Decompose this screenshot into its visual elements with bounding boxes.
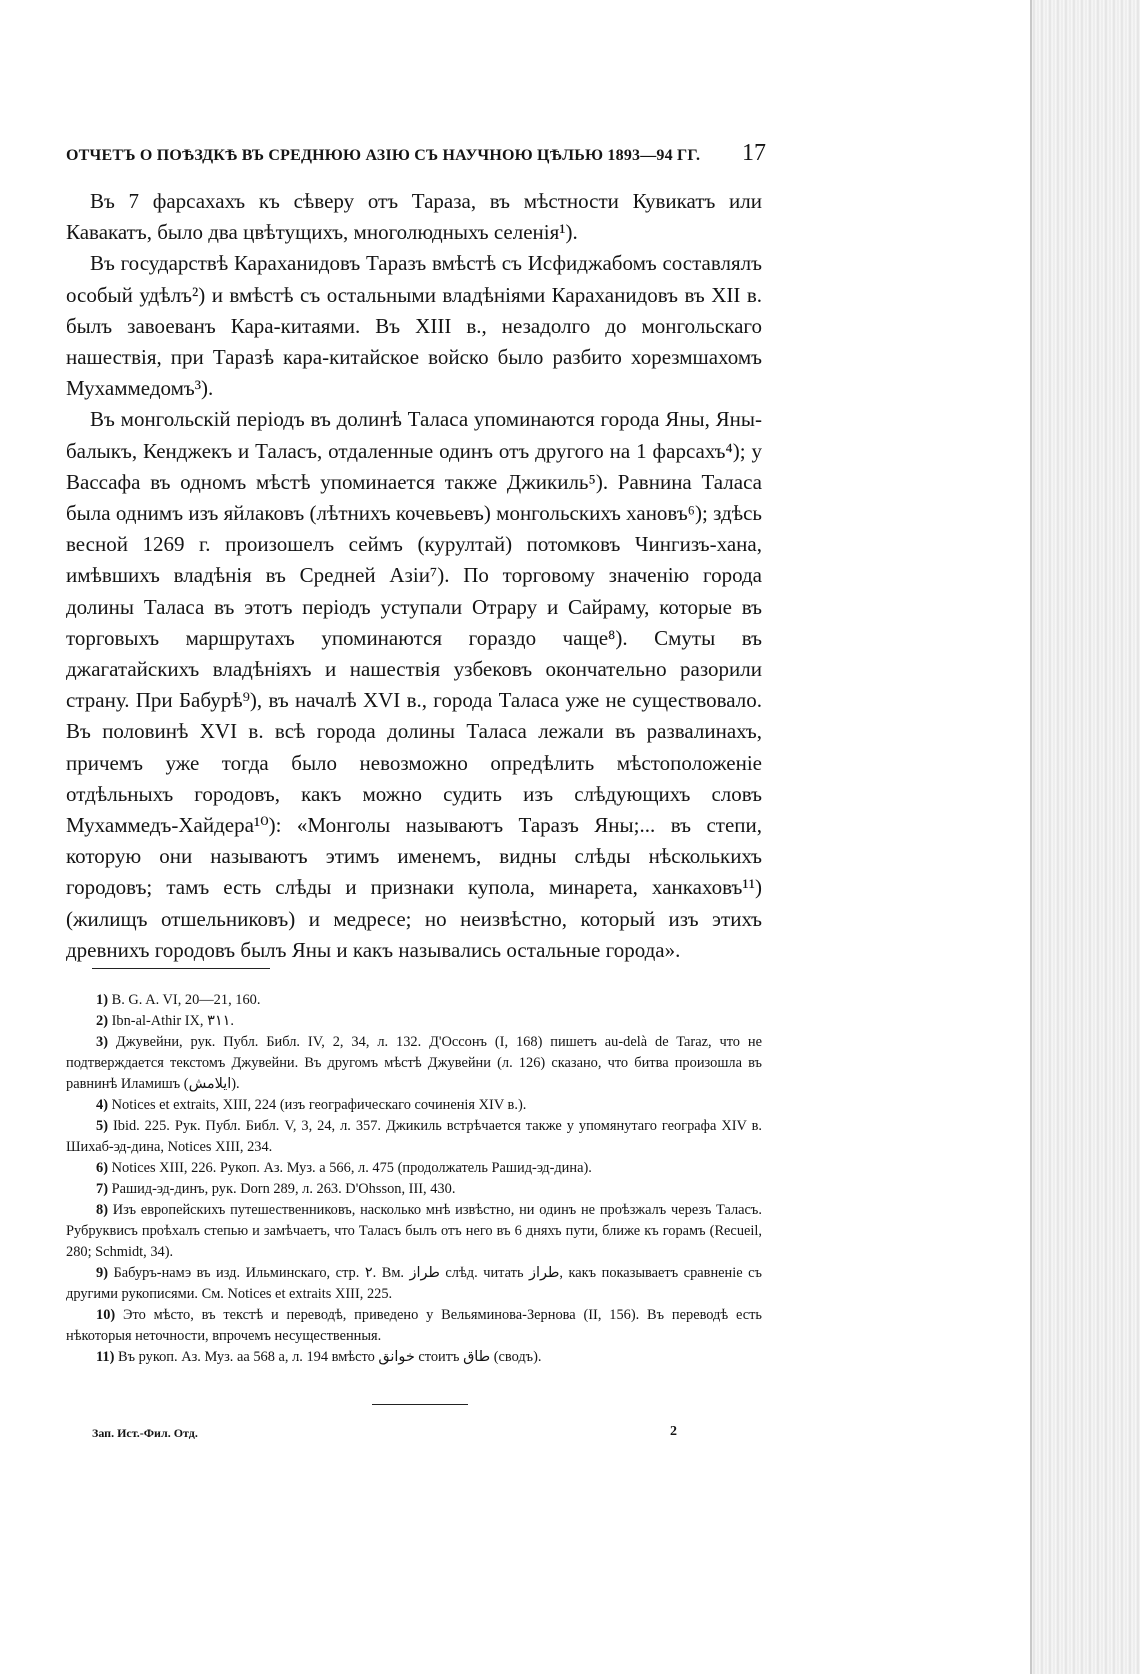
paragraph-3: Въ монгольскій періодъ въ долинѣ Таласа упоминаются города Яны, Яны-балыкъ, Кенджекъ и Таласъ, отдаленные одинъ отъ другого на 1 фарсахъ⁴); у Вассафа въ одномъ мѣстѣ упоминается также Джикиль⁵). Равнина Таласа была однимъ изъ яйлаковъ (лѣтнихъ кочевьевъ) монгольскихъ хановъ⁶); здѣсь весной 1269 г. произошелъ сеймъ (курултай) потомковъ Чингизъ-хана, имѣвшихъ владѣнія въ Средней Азіи⁷). По торговому значенію города долины Таласа въ этотъ періодъ уступали Отрару и Сайраму, которые въ торговыхъ маршрутахъ упоминаются гораздо чаще⁸). Смуты въ джагатайскихъ владѣніяхъ и нашествія узбековъ окончательно разорили страну. При Бабурѣ⁹), въ началѣ XVI в., города Таласа уже не существовало. Въ половинѣ XVI в. всѣ города долины Таласа лежали въ развалинахъ, причемъ уже тогда было невозможно опредѣлить мѣстоположеніе отдѣльныхъ городовъ, какъ можно судить изъ слѣдующихъ словъ Мухаммедъ-Хайдера¹⁰): «Монголы называютъ Таразъ Яны;... въ степи, которую они называютъ этимъ именемъ, видны слѣды нѣсколькихъ городовъ; тамъ есть слѣды и признаки купола, минарета, ханкаховъ¹¹) (жилищъ отшельниковъ) и медресе; но неизвѣстно, который изъ этихъ древнихъ городовъ былъ Яны и какъ назывались остальные города». [66,407,762,962]
footnote-5 [66,1116,762,1158]
footnote-text: Изъ европейскихъ путешественниковъ, насколько мнѣ извѣстно, ни одинъ не проѣзжалъ черезъ Таласъ. Рубруквисъ проѣхалъ степью и замѣчаетъ, что Таласъ былъ отъ него въ 6 дняхъ пути, ближе къ горамъ (Recueil, 280; Schmidt, 34). [66,1202,762,1260]
page-header [66,140,766,174]
page-number: 17 [742,140,766,166]
footnote-text: Рашид-эд-динъ, рук. Dorn 289, л. 263. D'Ohsson, III, 430. [111,1181,456,1197]
footer-divider [372,1404,468,1405]
footnote-8 [66,1200,762,1263]
footnote-text: Ibn-al-Athir IX, ٣١١. [111,1013,234,1029]
footnote-text: Это мѣсто, въ текстѣ и переводѣ, приведено у Вельяминова-Зернова (II, 156). Въ переводѣ есть нѣкоторыя неточности, впрочемъ несущественныя. [66,1307,762,1344]
footnote-number: 11) [96,1349,115,1365]
signature-mark: 2 [670,1424,677,1439]
footnote-divider [92,968,270,969]
footnote-11 [66,1347,762,1368]
footnote-number: 2) [96,1013,108,1029]
footnote-text: Въ рукоп. Аз. Муз. аа 568 а, л. 194 вмѣсто خوانق стоитъ طاق (сводъ). [118,1349,542,1365]
footnote-7 [66,1179,762,1200]
running-title: ОТЧЕТЪ О ПОѢЗДКѢ ВЪ СРЕДНЮЮ АЗІЮ СЪ НАУЧНОЮ ЦѢЛЬЮ 1893—94 ГГ. [66,147,701,164]
footnote-number: 1) [96,992,108,1008]
footnote-2 [66,1011,762,1032]
footnote-9 [66,1263,762,1305]
footnote-4 [66,1095,762,1116]
footnote-number: 5) [96,1118,108,1134]
footnote-number: 4) [96,1097,108,1113]
footnote-number: 7) [96,1181,108,1197]
footer-publication: Зап. Ист.-Фил. Отд. [92,1426,198,1440]
page-footer [92,1426,712,1448]
footnote-number: 9) [96,1265,108,1281]
footnotes [66,990,762,1368]
footnote-6 [66,1158,762,1179]
paragraph-1: Въ 7 фарсахахъ къ сѣверу отъ Тараза, въ мѣстности Кувикатъ или Кавакатъ, было два цвѣтущихъ, многолюдныхъ селенія¹). [66,189,762,245]
footnote-number: 8) [96,1202,108,1218]
footnote-10 [66,1305,762,1347]
footnote-number: 6) [96,1160,108,1176]
paragraph-2: Въ государствѣ Караханидовъ Таразъ вмѣстѣ съ Исфиджабомъ составлялъ особый удѣлъ²) и вмѣстѣ съ остальными владѣніями Караханидовъ въ XII в. былъ завоеванъ Кара-китаями. Въ XIII в., незадолго до монгольскаго нашествія, при Таразѣ кара-китайское войско было разбито хорезмшахомъ Мухаммедомъ³). [66,251,762,401]
body-text [66,186,762,966]
footnote-3 [66,1032,762,1095]
footnote-number: 10) [96,1307,116,1323]
footnote-text: Ibid. 225. Рук. Публ. Библ. V, 3, 24, л. 357. Джикиль встрѣчается также у упомянутаго географа XIV в. Шихаб-эд-дина, Notices XIII, 234. [66,1118,762,1155]
footnote-1 [66,990,762,1011]
footnote-text: Notices XIII, 226. Рукоп. Аз. Муз. а 566, л. 475 (продолжатель Рашид-эд-дина). [111,1160,592,1176]
footnote-text: B. G. A. VI, 20—21, 160. [111,992,261,1008]
facing-page-edge [1032,0,1140,1674]
footnote-number: 3) [96,1034,108,1050]
footnote-text: Бабуръ-намэ въ изд. Ильминскаго, стр. ٢. Вм. طراز слѣд. читать طراز, какъ показываетъ сравненіе съ другими рукописями. См. Notices et extraits XIII, 225. [66,1265,762,1302]
footnote-text: Джувейни, рук. Публ. Библ. IV, 2, 34, л. 132. Д'Оссонъ (I, 168) пишетъ au-delà de Taraz, что не подтверждается текстомъ Джувейни. Въ другомъ мѣстѣ Джувейни (л. 126) сказано, что битва произошла въ равнинѣ Иламишъ (ايلامش). [66,1034,762,1092]
footnote-text: Notices et extraits, XIII, 224 (изъ географическаго сочиненія XIV в.). [111,1097,527,1113]
